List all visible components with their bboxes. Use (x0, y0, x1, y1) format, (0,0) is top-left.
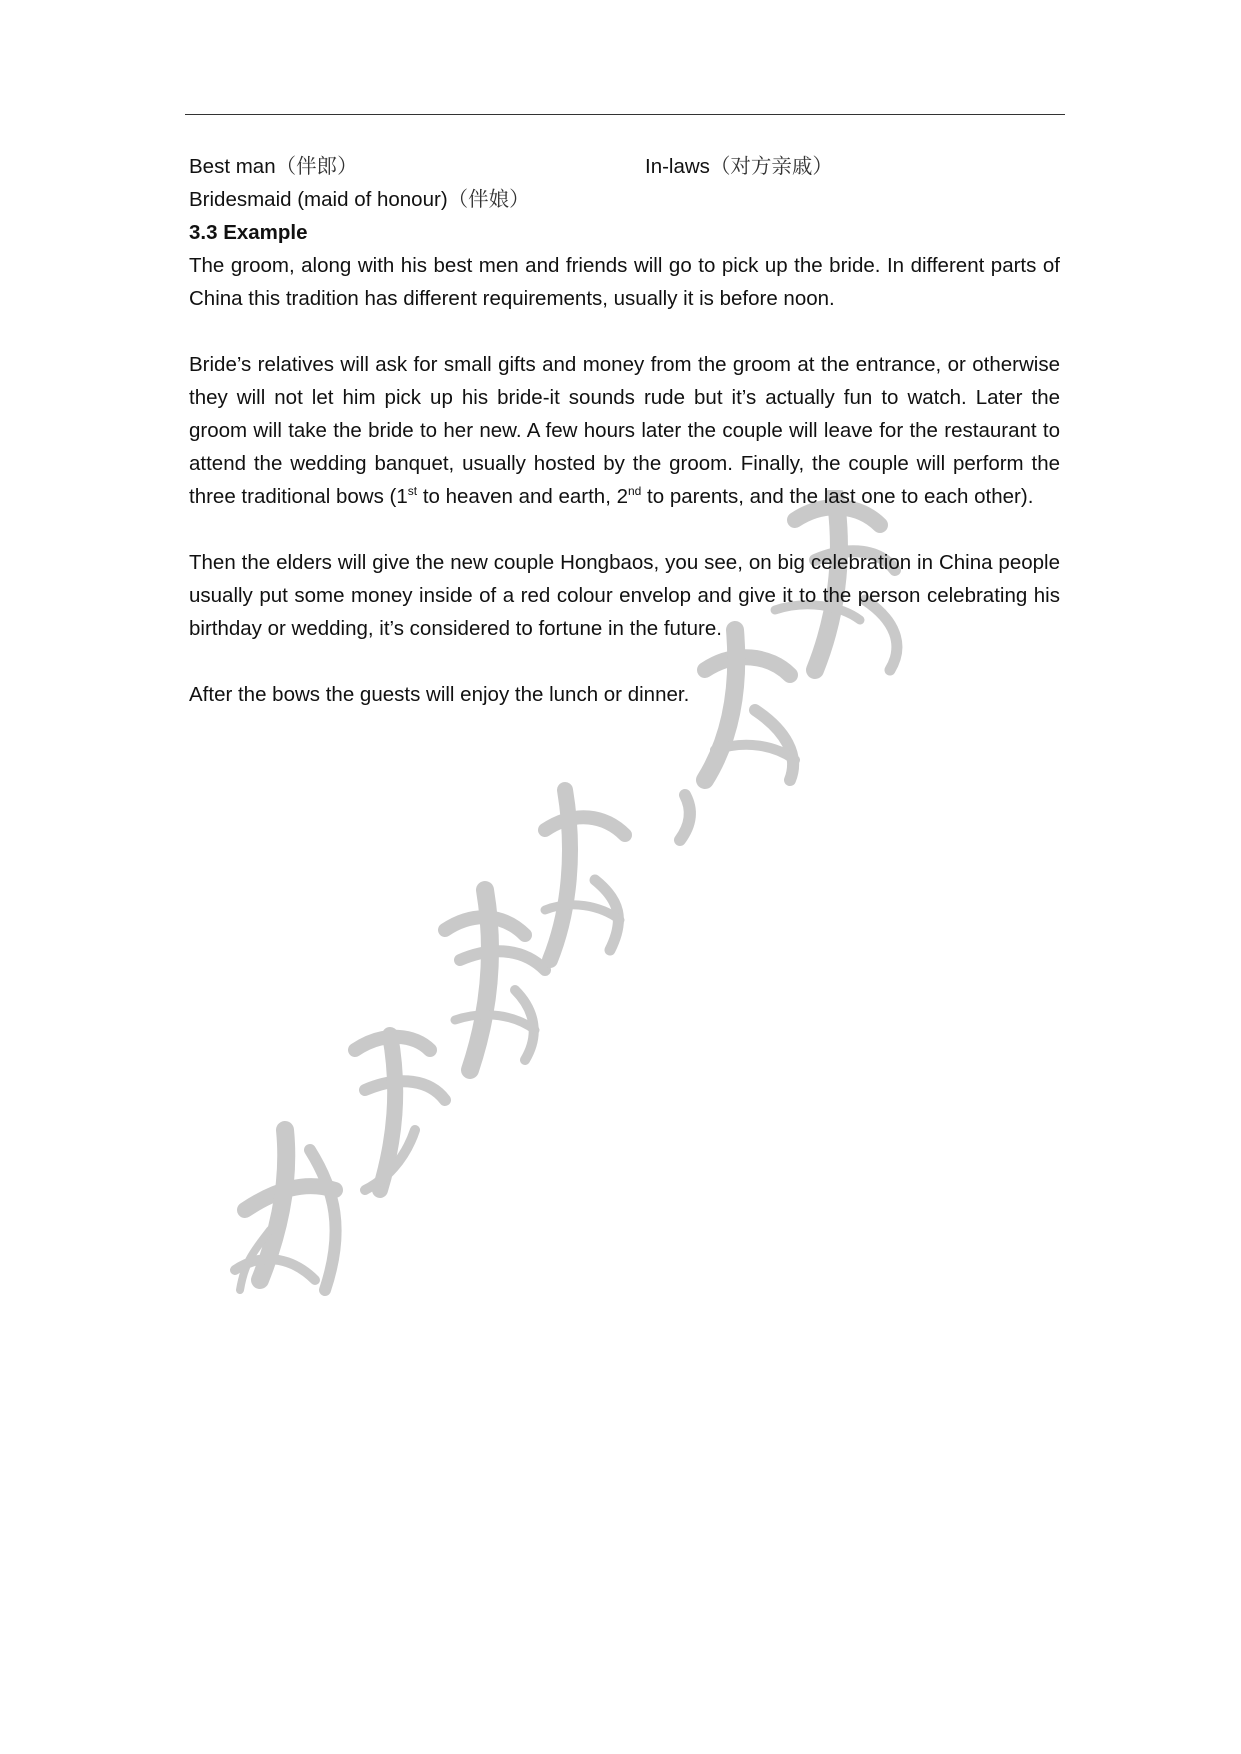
paragraph-1: The groom, along with his best men and friends will go to pick up the bride. In different parts of China this tradition has different requirements, usually it is before noon. (189, 254, 1060, 310)
vocab-bridesmaid-cn: （伴娘） (447, 187, 530, 211)
vocab-row-2 (189, 183, 1060, 216)
vocab-in-laws (645, 150, 833, 183)
ordinal-suffix-first: st (407, 484, 418, 498)
paragraph-4: After the bows the guests will enjoy the lunch or dinner. (189, 683, 690, 706)
vocab-bridesmaid (189, 188, 530, 211)
paragraph-2-text-a: Bride’s relatives will ask for small gifts and money from the groom at the entrance, or otherwise they will not let him pick up his bride-it sounds rude but it’s actually fun to watch. Later the groom will take the bride to her new. A few hours later the couple will leave for the restaurant to attend the wedding banquet, usually hosted by the groom. Finally, the couple will perform the three traditional bows (1 (189, 353, 1060, 508)
vocab-bridesmaid-en: Bridesmaid (maid of honour) (189, 188, 448, 211)
vocab-in-laws-en: In-laws (645, 155, 710, 178)
vocab-best-man-en: Best man (189, 155, 276, 178)
paragraph-2 (189, 348, 1060, 513)
section-heading: 3.3 Example (189, 221, 308, 244)
vocab-best-man (189, 155, 358, 178)
ordinal-suffix-second: nd (628, 484, 642, 498)
document-body (189, 150, 1060, 711)
vocab-best-man-cn: （伴郎） (275, 154, 358, 178)
paragraph-3: Then the elders will give the new couple Hongbaos, you see, on big celebration in China people usually put some money inside of a red colour envelop and give it to the person celebrating his birthday or wedding, it’s considered to fortune in the future. (189, 551, 1060, 640)
header-rule (185, 114, 1065, 115)
vocab-in-laws-cn: （对方亲戚） (709, 154, 833, 178)
paragraph-2-text-c: to parents, and the last one to each other). (641, 485, 1034, 508)
vocab-row-1 (189, 150, 1060, 183)
paragraph-2-text-b: to heaven and earth, 2 (417, 485, 628, 508)
